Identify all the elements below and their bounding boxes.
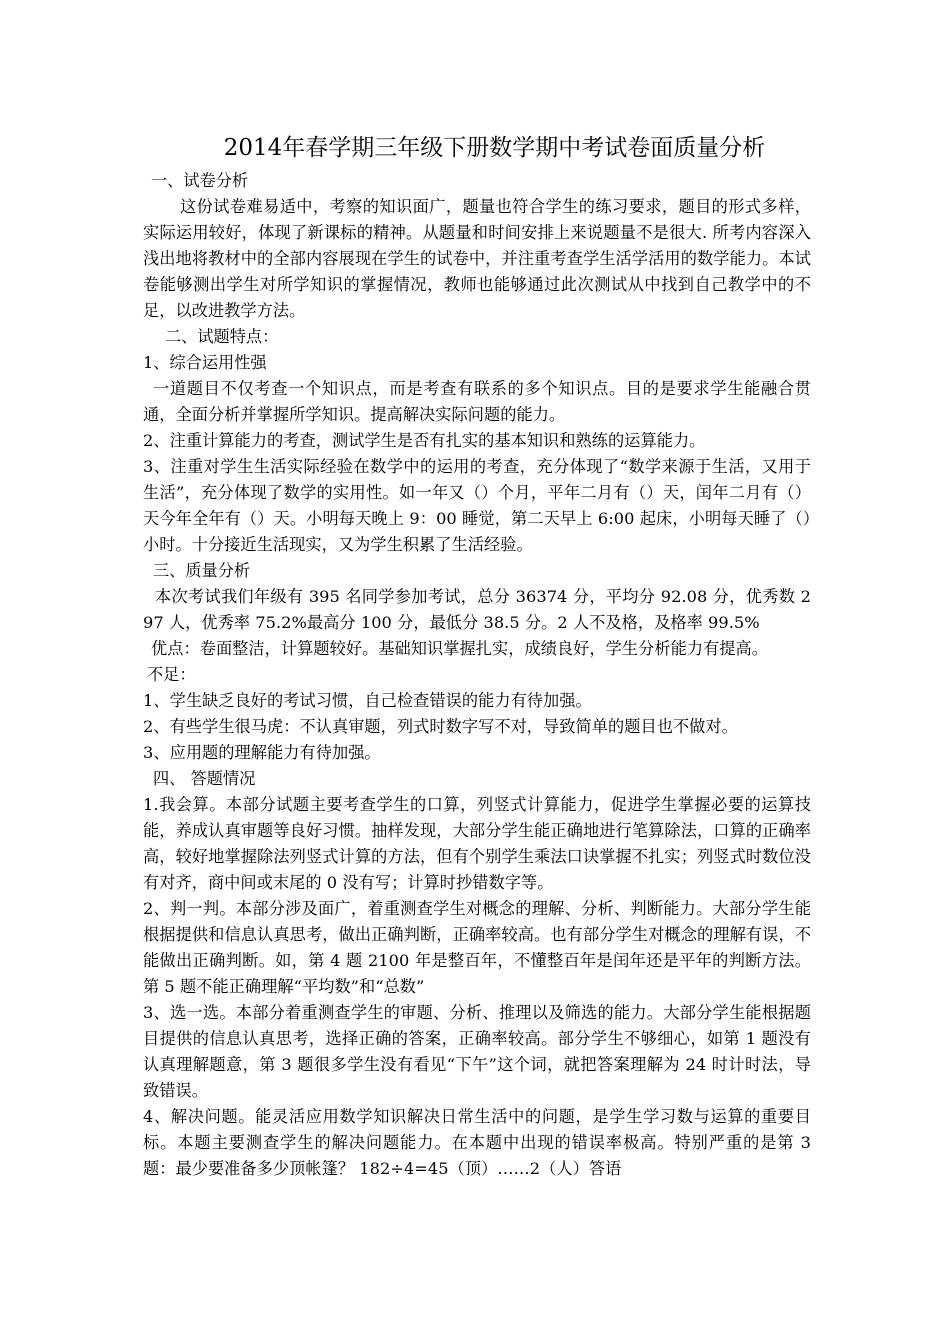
section-heading: 三、质量分析 [153,561,251,580]
paragraph: 2、注重计算能力的考查，测试学生是否有扎实的基本知识和熟练的运算能力。 [143,431,706,450]
section-heading: 二、试题特点： [165,327,279,346]
paragraph: 3、选一选。本部分着重测查学生的审题、分析、推理以及筛选的能力。大部分学生能根据题目提供的信息认真思考，选择正确的答案，正确率较高。部分学生不够细心，如第 1 题没有认真理解题意，第 3 题很多学生没有看见“下午”这个词，就把答案理解为 24 时计时法，导致错误。 [143,1003,811,1100]
section-heading: 一、试卷分析 [151,171,249,190]
paragraph: 1、学生缺乏良好的考试习惯，自己检查错误的能力有待加强。 [143,691,592,710]
section-heading: 1、综合运用性强 [143,353,267,372]
document-page [143,128,811,1182]
paragraph: 3、应用题的理解能力有待加强。 [143,743,381,762]
paragraph: 本次考试我们年级有 395 名同学参加考试，总分 36374 分，平均分 92.08 分，优秀数 297 人，优秀率 75.2%最高分 100 分，最低分 38.5 分。2 人不及格，及格率 99.5% [143,587,811,632]
paragraph: 2、有些学生很马虎：不认真审题，列式时数字写不对，导致简单的题目也不做对。 [143,717,738,736]
section-heading: 不足： [147,665,196,684]
paragraph: 一道题目不仅考查一个知识点，而是考查有联系的多个知识点。目的是要求学生能融合贯通，全面分析并掌握所学知识。提高解决实际问题的能力。 [143,379,811,424]
paragraph: 优点：卷面整洁，计算题较好。基础知识掌握扎实，成绩良好，学生分析能力有提高。 [151,639,769,658]
paragraph: 1.我会算。本部分试题主要考查学生的口算，列竖式计算能力，促进学生掌握必要的运算技能，养成认真审题等良好习惯。抽样发现，大部分学生能正确地进行笔算除法，口算的正确率高，较好地掌握除法列竖式计算的方法，但有个别学生乘法口诀掌握不扎实；列竖式时数位没有对齐，商中间或末尾的 0 没有写；计算时抄错数字等。 [143,795,811,892]
paragraph: 4、解决问题。能灵活应用数学知识解决日常生活中的问题，是学生学习数与运算的重要目标。本题主要测查学生的解决问题能力。在本题中出现的错误率极高。特别严重的是第 3 题：最少要准备多少顶帐篷？ 182÷4=45（顶）……2（人）答语 [143,1107,811,1178]
paragraph: 2、判一判。本部分涉及面广，着重测查学生对概念的理解、分析、判断能力。大部分学生能根据提供和信息认真思考，做出正确判断，正确率较高。也有部分学生对概念的理解有误，不能做出正确判断。如，第 4 题 2100 年是整百年，不懂整百年是闰年还是平年的判断方法。第 5 题不能正确理解“平均数”和“总数” [143,899,811,996]
document-body [143,168,811,1182]
paragraph: 3、注重对学生生活实际经验在数学中的运用的考查，充分体现了“数学来源于生活，又用于生活”，充分体现了数学的实用性。如一年又（）个月，平年二月有（）天，闰年二月有（）天今年全年有（）天。小明每天晚上 9：00 睡觉，第二天早上 6:00 起床，小明每天睡了（）小时。十分接近生活现实，又为学生积累了生活经验。 [143,457,811,554]
document-title: 2014年春学期三年级下册数学期中考试卷面质量分析 [223,135,766,161]
paragraph: 这份试卷难易适中，考察的知识面广，题量也符合学生的练习要求，题目的形式多样，实际运用较好，体现了新课标的精神。从题量和时间安排上来说题量不是很大. 所考内容深入浅出地将教材中的全部内容展现在学生的试卷中，并注重考查学生活学活用的数学能力。本试卷能够测出学生对所学知识的掌握情况，教师也能够通过此次测试从中找到自己教学中的不足，以改进教学方法。 [143,197,811,320]
section-heading: 四、 答题情况 [153,769,256,788]
